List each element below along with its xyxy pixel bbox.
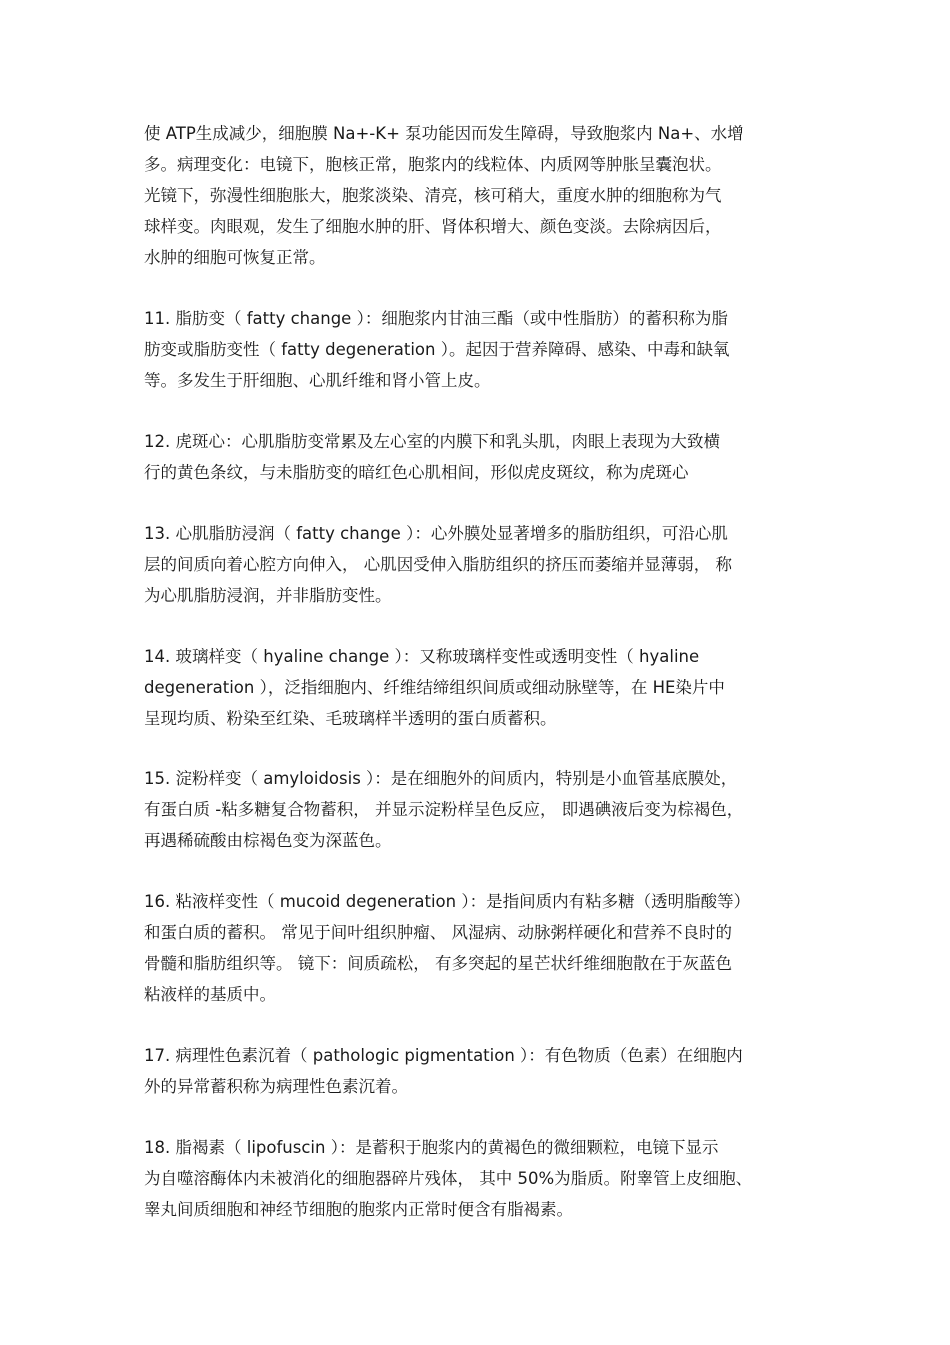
text-line: 和蛋白质的蓄积。 常见于间叶组织肿瘤、 风湿病、动脉粥样硬化和营养不良时的 [144, 923, 732, 942]
text-line: 骨髓和脂肪组织等。 镜下：间质疏松， 有多突起的星芒状纤维细胞散在于灰蓝色 [144, 954, 732, 973]
text-line: 16. 粘液样变性（ mucoid degeneration ）：是指间质内有粘多糖（透明脂酸等） [144, 892, 751, 911]
text-line: 外的异常蓄积称为病理性色素沉着。 [144, 1077, 408, 1096]
text-line: 多。病理变化：电镜下，胞核正常，胞浆内的线粒体、内质网等肿胀呈囊泡状。 [144, 155, 722, 174]
text-line: 水肿的细胞可恢复正常。 [144, 248, 326, 267]
text-line: 肪变或脂肪变性（ fatty degeneration ）。起因于营养障碍、感染、中毒和缺氧 [144, 340, 730, 359]
text-line: 睾丸间质细胞和神经节细胞的胞浆内正常时便含有脂褐素。 [144, 1200, 573, 1219]
text-line: 14. 玻璃样变（ hyaline change ）：又称玻璃样变性或透明变性（ hyaline [144, 647, 700, 666]
text-line: 为心肌脂肪浸润，并非脂肪变性。 [144, 586, 392, 605]
text-line: 15. 淀粉样变（ amyloidosis ）：是在细胞外的间质内，特别是小血管基底膜处， [144, 769, 738, 788]
text-line: 再遇稀硫酸由棕褐色变为深蓝色。 [144, 831, 392, 850]
text-line: 12. 虎斑心：心肌脂肪变常累及左心室的内膜下和乳头肌，肉眼上表现为大致横 [144, 432, 720, 451]
text-line: degeneration ），泛指细胞内、纤维结缔组织间质或细动脉壁等，在 HE染片中 [144, 678, 725, 697]
text-line: 呈现均质、粉染至红染、毛玻璃样半透明的蛋白质蓄积。 [144, 709, 557, 728]
text-line: 等。多发生于肝细胞、心肌纤维和肾小管上皮。 [144, 371, 491, 390]
text-line: 17. 病理性色素沉着（ pathologic pigmentation ）：有色物质（色素）在细胞内 [144, 1046, 743, 1065]
text-line: 光镜下，弥漫性细胞胀大，胞浆淡染、清亮，核可稍大，重度水肿的细胞称为气 [144, 186, 722, 205]
text-line: 层的间质向着心腔方向伸入， 心肌因受伸入脂肪组织的挤压而萎缩并显薄弱， 称 [144, 555, 732, 574]
text-line: 18. 脂褐素（ lipofuscin ）：是蓄积于胞浆内的黄褐色的微细颗粒，电镜下显示 [144, 1138, 719, 1157]
text-line: 球样变。肉眼观，发生了细胞水肿的肝、肾体积增大、颜色变淡。去除病因后， [144, 217, 722, 236]
text-line: 11. 脂肪变（ fatty change ）：细胞浆内甘油三酯（或中性脂肪）的蓄积称为脂 [144, 309, 728, 328]
text-line: 有蛋白质 -粘多糖复合物蓄积， 并显示淀粉样呈色反应， 即遇碘液后变为棕褐色， [144, 800, 744, 819]
text-line: 使 ATP生成减少，细胞膜 Na+-K+ 泵功能因而发生障碍，导致胞浆内 Na+、水增 [144, 124, 744, 143]
text-line: 13. 心肌脂肪浸润（ fatty change ）：心外膜处显著增多的脂肪组织，可沿心肌 [144, 524, 728, 543]
text-line: 为自噬溶酶体内未被消化的细胞器碎片残体， 其中 50%为脂质。附睾管上皮细胞、 [144, 1169, 753, 1188]
text-line: 粘液样的基质中。 [144, 985, 276, 1004]
text-line: 行的黄色条纹，与未脂肪变的暗红色心肌相间，形似虎皮斑纹，称为虎斑心 [144, 463, 689, 482]
